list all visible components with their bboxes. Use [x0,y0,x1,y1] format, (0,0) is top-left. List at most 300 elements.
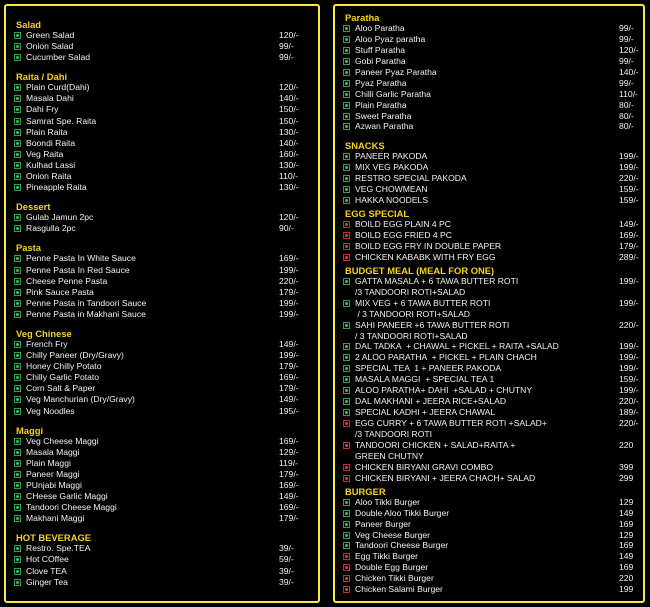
menu-item [14,93,312,104]
veg-icon [14,95,21,102]
menu-item-price: 169/- [279,253,299,264]
menu-item-name: Gobi Paratha [355,55,406,66]
menu-item-name: Samrat Spe. Raita [26,115,97,126]
veg-icon [343,521,350,528]
menu-item-name: Cheese Penne Pasta [26,275,108,286]
section-title: Veg Chinese [16,327,72,339]
menu-item-price: 179/- [279,286,299,297]
menu-item [14,543,312,554]
menu-item [14,149,312,160]
menu-item-price: 299 [619,472,634,483]
menu-item [14,253,312,264]
menu-item [14,138,312,149]
menu-item-price: 149 [619,551,634,562]
section-title: HOT BEVERAGE [16,532,92,544]
veg-icon [14,545,21,552]
menu-item [343,45,637,56]
menu-item [14,52,312,63]
menu-item-name: Paneer Burger [355,518,411,529]
menu-item-name: Chicken Salami Burger [355,584,443,595]
menu-item-name: Paneer Maggi [26,468,80,479]
menu-item-name: Makhani Maggi [26,513,85,524]
non-veg-icon [343,442,350,449]
menu-item-price: 289/- [619,251,639,262]
menu-item-name: Chilly Garlic Potato [26,372,100,383]
menu-item-name: Penne Pasta in Tandoori Sauce [26,297,147,308]
veg-icon [343,343,350,350]
menu-item-name: Penne Pasta In White Sauce [26,253,136,264]
menu-item-name: CHICKEN BIRYANI + JEERA CHACH+ SALAD [355,472,536,483]
menu-item-name: Veg Manchurian (Dry/Gravy) [26,394,135,405]
section-title: Paratha [345,12,380,23]
menu-item [343,298,637,320]
menu-item-price: 120/- [279,82,299,93]
menu-item-price: 199 [619,584,634,595]
non-veg-icon [343,586,350,593]
menu-item [343,276,637,298]
menu-item-name: SPECIAL TEA 1 + PANEER PAKODA [355,363,502,374]
menu-item-name: Corn Salt & Paper [26,383,96,394]
menu-item [14,212,312,223]
menu-item [14,116,312,127]
menu-item [14,171,312,182]
section-title: Raita / Dahi [16,71,68,83]
menu-item-name: Tandoori Cheese Maggi [26,502,117,513]
veg-icon [14,214,21,221]
menu-item-name: 2 ALOO PARATHA + PICKEL + PLAIN CHACH [355,352,537,363]
menu-item-price: 39/- [279,543,294,554]
menu-item-price: 179/- [279,468,299,479]
menu-item [343,230,637,241]
menu-item-price: 120/- [619,44,639,55]
menu-item [343,352,637,363]
veg-icon [343,91,350,98]
menu-item-price: 119/- [279,457,298,468]
menu-item [14,223,312,234]
menu-item-price: 159/- [619,195,639,206]
menu-item-price: 39/- [279,576,294,587]
menu-item-name: Aloo Pyaz paratha [355,33,426,44]
menu-item-price: 179/- [279,383,299,394]
menu-item-price: 120/- [279,212,299,223]
menu-item-price: 199/- [619,363,639,374]
veg-icon [14,267,21,274]
menu-item [14,502,312,513]
menu-item-name: Egg Tikki Burger [355,551,419,562]
menu-item-price: 199/- [619,352,639,363]
menu-item-price: 99/- [279,52,294,63]
menu-item [343,540,637,551]
menu-item-price: 110/- [619,88,638,99]
menu-item-name: Plain Raita [26,126,68,137]
veg-icon [14,568,21,575]
menu-item [14,361,312,372]
veg-icon [343,113,350,120]
menu-item-price: 169/- [279,435,299,446]
veg-icon [14,341,21,348]
veg-icon [14,556,21,563]
menu-item-name: MASALA MAGGI + SPECIAL TEA 1 [355,374,495,385]
veg-icon [14,460,21,467]
menu-item [14,30,312,41]
menu-item-name: RESTRO SPECIAL PAKODA [355,173,467,184]
menu-item-price: 199/- [279,264,299,275]
menu-item [343,551,637,562]
menu-item-name: SPECIAL KADHI + JEERA CHAWAL [355,407,496,418]
menu-item [14,350,312,361]
veg-icon [343,376,350,383]
menu-item [343,407,637,418]
menu-item-price: 80/- [619,99,634,110]
veg-icon [14,449,21,456]
section-title: Pasta [16,242,42,254]
menu-item-price: 140/- [279,137,299,148]
veg-icon [14,385,21,392]
menu-item [343,519,637,530]
non-veg-icon [343,475,350,482]
menu-item-name: CHeese Garlic Maggi [26,491,108,502]
menu-item-name: Azwan Paratha [355,121,414,132]
menu-item-name: Aloo Paratha [355,23,405,33]
menu-item-price: 199/- [619,162,639,173]
menu-item-price: 120/- [279,30,299,40]
menu-item [14,276,312,287]
non-veg-icon [343,564,350,571]
menu-item-price: 199/- [619,151,639,162]
menu-item-price: 199/- [619,341,639,352]
menu-item [14,372,312,383]
menu-item-name: Gulab Jamun 2pc [26,212,94,223]
menu-item-name: Pink Sauce Pasta [26,286,94,297]
menu-item [14,513,312,524]
menu-item-name: Chilly Paneer (Dry/Gravy) [26,350,124,361]
menu-item-price: 149/- [279,491,299,502]
menu-item [343,67,637,78]
menu-item-name: VEG CHOWMEAN [355,184,428,195]
veg-icon [14,151,21,158]
menu-item [343,173,637,184]
menu-item [343,162,637,173]
menu-item-price: 179/- [279,513,299,524]
menu-item [14,160,312,171]
menu-item-price: 189/- [619,407,639,418]
menu-item-name: Chicken Tikki Burger [355,573,434,584]
veg-icon [343,510,350,517]
menu-item-name: PANEER PAKODA [355,151,428,162]
veg-icon [343,80,350,87]
veg-icon [343,409,350,416]
menu-item [343,473,637,484]
veg-icon [14,374,21,381]
veg-icon [343,278,350,285]
menu-item-price: 169/- [279,502,299,513]
menu-item-price: 99/- [619,23,634,33]
menu-item-name: Plain Paratha [355,99,407,110]
menu-item-price: 220 [619,439,634,450]
menu-item [343,440,637,462]
menu-item-name: TANDOORI CHICKEN + SALAD+RAITA + GREEN CHUTNY [355,439,516,461]
section-title: Dessert [16,201,51,213]
menu-item [343,241,637,252]
menu-item [343,23,637,34]
menu-item-price: 129/- [279,446,299,457]
veg-icon [343,175,350,182]
menu-item [343,195,637,206]
veg-icon [14,493,21,500]
veg-icon [14,43,21,50]
veg-icon [343,387,350,394]
menu-item-price: 199/- [279,297,299,308]
menu-item-price: 90/- [279,223,294,234]
menu-item-name: Clove TEA [26,565,67,576]
menu-item-name: HAKKA NOODELS [355,195,429,206]
menu-item-name: Ginger Tea [26,576,68,587]
section-title: EGG SPECIAL [345,208,410,220]
veg-icon [14,278,21,285]
menu-item-name: Pineapple Raita [26,182,87,193]
section-title: Maggi [16,424,44,436]
menu-item [343,497,637,508]
menu-item [343,121,637,132]
menu-item-name: CHICKEN KABABK WITH FRY EGG [355,251,496,262]
non-veg-icon [343,420,350,427]
section-title: SNACKS [345,140,385,152]
menu-item-price: 169 [619,562,634,573]
menu-item-name: Penne Pasta in Makhani Sauce [26,308,146,319]
menu-item-price: 169 [619,518,634,529]
section-title: BUDGET MEAL (MEAL FOR ONE) [345,264,495,276]
menu-item [343,573,637,584]
menu-item [14,566,312,577]
menu-item-name: Cucumber Salad [26,52,91,63]
veg-icon [343,197,350,204]
section-title: Salad [16,19,42,30]
menu-item-price: 129 [619,529,634,540]
veg-icon [14,118,21,125]
menu-item [343,530,637,541]
veg-icon [343,153,350,160]
veg-icon [343,102,350,109]
menu-item-name: Sweet Paratha [355,110,412,121]
non-veg-icon [343,254,350,261]
menu-item [343,385,637,396]
menu-item-name: French Fry [26,338,68,349]
menu-item-price: 199/- [619,385,639,396]
menu-item [14,480,312,491]
veg-icon [14,140,21,147]
menu-item [14,104,312,115]
menu-item-price: 195/- [279,405,299,416]
menu-item-price: 220/- [619,418,639,429]
menu-item [14,82,312,93]
menu-item-price: 169/- [279,372,299,383]
menu-item [343,462,637,473]
menu-item-name: Pyaz Paratha [355,77,407,88]
veg-icon [14,129,21,136]
veg-icon [14,515,21,522]
veg-icon [343,47,350,54]
veg-icon [343,300,350,307]
menu-item-name: Boondi Raita [26,137,76,148]
menu-item [14,265,312,276]
menu-item-price: 99/- [279,41,294,52]
menu-item-name: BOILD EGG PLAIN 4 PC [355,219,451,230]
non-veg-icon [343,464,350,471]
menu-item-name: CHICKEN BIRYANI GRAVI COMBO [355,461,493,472]
menu-item-price: 140/- [279,93,299,104]
veg-icon [14,106,21,113]
non-veg-icon [343,232,350,239]
menu-item-name: Onion Raita [26,171,72,182]
menu-item-name: DAL TADKA + CHAWAL + PICKEL + RAITA +SALAD [355,341,559,352]
menu-item-name: Restro. Spe.TEA [26,543,91,554]
menu-item-price: 220 [619,573,634,584]
menu-item [14,458,312,469]
menu-item [343,418,637,440]
menu-item-price: 169/- [619,230,639,240]
veg-icon [14,32,21,39]
menu-item-price: 199/- [619,297,639,308]
veg-icon [343,25,350,32]
menu-panel-left [4,4,320,603]
menu-item-name: Veg Cheese Burger [355,529,431,540]
menu-item [14,298,312,309]
non-veg-icon [343,221,350,228]
menu-item-price: 39/- [279,565,294,576]
menu-item-name: Tandoori Cheese Burger [355,540,449,551]
menu-item-name: PUnjabi Maggi [26,480,82,490]
menu-item [343,151,637,162]
section-title: BURGER [345,485,386,497]
veg-icon [343,532,350,539]
menu-item-price: 399 [619,461,634,472]
menu-item [14,287,312,298]
menu-item-name: Paneer Pyaz Paratha [355,66,437,77]
non-veg-icon [343,575,350,582]
menu-item-price: 149 [619,507,634,518]
veg-icon [343,499,350,506]
menu-item [343,562,637,573]
menu-item-price: 130/- [279,182,299,193]
veg-icon [14,396,21,403]
menu-item-name: Veg Noodles [26,405,75,416]
veg-icon [14,471,21,478]
menu-item-name: Aloo Tikki Burger [355,496,420,507]
menu-item-name: Veg Raita [26,148,64,159]
veg-icon [14,504,21,511]
menu-item-price: 110/- [279,171,298,182]
menu-item-price: 130/- [279,159,299,170]
menu-item-name: BOILD EGG FRY IN DOUBLE PAPER [355,240,502,251]
menu-item-price: 140/- [619,66,639,77]
menu-item [343,363,637,374]
menu-item-price: 149/- [279,394,299,405]
menu-item-price: 99/- [619,77,634,88]
menu-item [343,396,637,407]
menu-item-name: Stuff Paratha [355,44,406,55]
menu-item-price: 179/- [619,240,639,251]
menu-item [14,469,312,480]
veg-icon [343,123,350,130]
menu-item [343,584,637,595]
veg-icon [343,398,350,405]
non-veg-icon [343,243,350,250]
menu-item [14,127,312,138]
menu-item-price: 149/- [279,338,299,349]
menu-item [14,394,312,405]
veg-icon [14,54,21,61]
menu-item-price: 220/- [279,275,299,286]
menu-item-name: Rasgulla 2pc [26,223,76,234]
menu-item-price: 159/- [619,374,639,385]
menu-item-price: 220/- [619,396,639,407]
veg-icon [14,255,21,262]
veg-icon [343,322,350,329]
menu-item-price: 150/- [279,104,299,115]
veg-icon [14,482,21,489]
menu-item-price: 199/- [619,275,639,286]
menu-item-price: 169 [619,540,634,551]
menu-item-name: Dahi Fry [26,104,59,115]
menu-item-price: 149/- [619,219,639,230]
menu-item-name: Veg Cheese Maggi [26,435,99,446]
menu-item [343,184,637,195]
menu-item [343,219,637,230]
menu-item [343,56,637,67]
menu-item-name: MIX VEG PAKODA [355,162,429,173]
veg-icon [14,300,21,307]
menu-item [14,577,312,588]
veg-icon [343,365,350,372]
menu-item-price: 99/- [619,55,634,66]
veg-icon [343,186,350,193]
menu-item [14,491,312,502]
menu-item-price: 179/- [279,361,299,372]
menu-item-price: 220/- [619,319,639,330]
veg-icon [343,69,350,76]
veg-icon [343,36,350,43]
veg-icon [14,225,21,232]
menu-item-name: GATTA MASALA + 6 TAWA BUTTER ROTI /3 TANDOORI ROTI+SALAD [355,275,519,297]
menu-item-name: Penne Pasta In Red Sauce [26,264,130,275]
menu-item-price: 160/- [279,148,299,159]
menu-item-name: Double Aloo Tikki Burger [355,507,450,518]
veg-icon [14,438,21,445]
menu-item-price: 80/- [619,110,634,121]
menu-item-name: SAHI PANEER +6 TAWA BUTTER ROTI / 3 TANDOORI ROTI+SALAD [355,319,510,341]
menu-item-name: BOILD EGG FRIED 4 PC [355,230,452,240]
menu-panel-right [333,4,645,603]
menu-item [343,341,637,352]
menu-item [343,89,637,100]
menu-item [14,554,312,565]
menu-item [14,339,312,350]
menu-item-name: ALOO PARATHA+ DAHI +SALAD + CHUTNY [355,385,533,396]
veg-icon [14,408,21,415]
menu-item-price: 169/- [279,480,299,490]
veg-icon [14,173,21,180]
veg-icon [343,58,350,65]
menu-item-price: 159/- [619,184,639,195]
menu-item-name: Masala Maggi [26,446,80,457]
menu-item-price: 59/- [279,554,294,565]
menu-item [14,436,312,447]
menu-item-name: Plain Maggi [26,457,71,468]
menu-item-name: DAL MAKHANI + JEERA RICE+SALAD [355,396,507,407]
menu-item-price: 199/- [279,308,299,319]
veg-icon [14,352,21,359]
menu-item [343,252,637,263]
